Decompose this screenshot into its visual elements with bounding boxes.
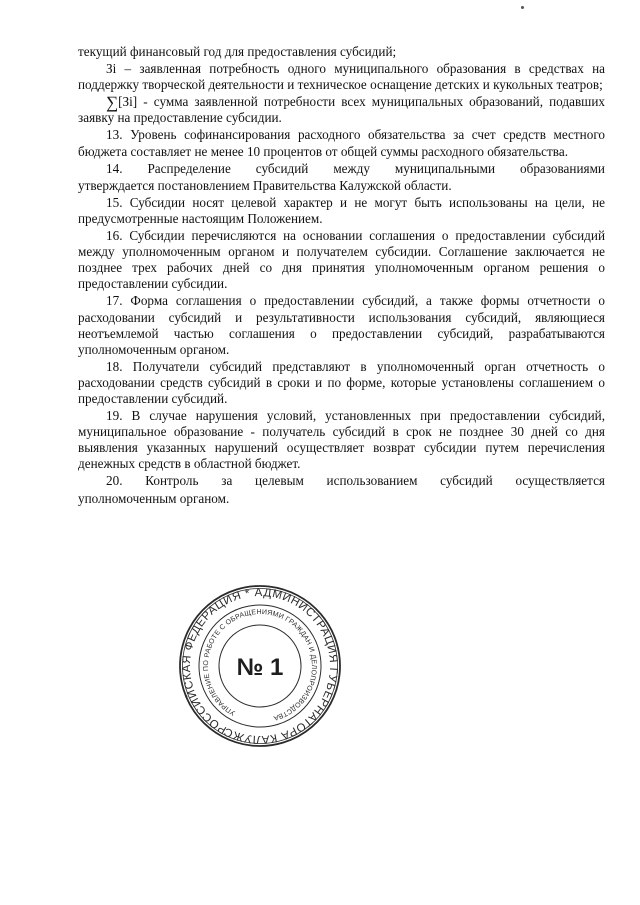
sigma-symbol: ∑ [106, 93, 119, 113]
paragraph-13: 13. Уровень софинансирования расходного обязательства за счет средств местного бюджета составляет не менее 10 процентов от общей суммы расходного обязательства. [78, 127, 605, 159]
paragraph-17: 17. Форма соглашения о предоставлении субсидий, а также формы отчетности о расходовании субсидий и результативности использования субсидий, являющиеся неотъемлемой частью соглашения о предоставлении субсидий, разрабатываются уполномоченным органом. [78, 293, 605, 357]
paragraph-16: 16. Субсидии перечисляются на основании соглашения о предоставлении субсидий между уполномоченным органом и получателем субсидии. Соглашение заключается не позднее трех рабочих дней со дня принятия уполномоченным органом решения о предоставлении субсидии. [78, 228, 605, 292]
paragraph-sum-definition [78, 94, 605, 126]
seal-inner-text: УПРАВЛЕНИЕ ПО РАБОТЕ С ОБРАЩЕНИЯМИ ГРАЖДАН И ДЕЛОПРОИЗВОДСТВА [202, 608, 318, 722]
seal-outer-text: РОССИЙСКАЯ ФЕДЕРАЦИЯ * АДМИНИСТРАЦИЯ ГУБЕРНАТОРА КАЛУЖСКОЙ [180, 586, 340, 746]
paragraph-zi-definition: Зi – заявленная потребность одного муниципального образования в средствах на поддержку творческой деятельности и техническое оснащение детских и кукольных театров; [78, 61, 605, 93]
paragraph-19: 19. В случае нарушения условий, установленных при предоставлении субсидий, муниципальное образование - получатель субсидий в срок не позднее 30 дней со дня выявления указанных нарушений осуществляет возврат субсидии путем перечисления денежных средств в областной бюджет. [78, 408, 605, 472]
paragraph-20-line-1: 20. Контроль за целевым использованием субсидий осуществляется [106, 473, 605, 489]
seal-center-number: № 1 [236, 654, 284, 681]
sum-description: - сумма заявленной потребности всех муниципальных образований, подавших заявку на предоставление субсидии. [78, 94, 605, 126]
sum-term: [Зi] [118, 94, 138, 110]
paragraph-15: 15. Субсидии носят целевой характер и не могут быть использованы на цели, не предусмотренные настоящим Положением. [78, 194, 605, 226]
official-seal-stamp [177, 583, 343, 749]
document-body [78, 44, 605, 508]
paragraph-14-line-2: утверждается постановлением Правительства Калужской области. [78, 177, 452, 193]
paragraph-20-line-2: уполномоченным органом. [78, 490, 230, 506]
scan-dot-mark [521, 6, 524, 9]
paragraph-18: 18. Получатели субсидий представляют в уполномоченный орган отчетность о расходовании средств субсидий в сроки и по форме, которые установлены соглашением о предоставлении субсидий. [78, 358, 605, 406]
paragraph-14-line-1: 14. Распределение субсидий между муниципальными образованиями [106, 160, 605, 176]
paragraph-continuation: текущий финансовый год для предоставления субсидий; [78, 44, 397, 59]
